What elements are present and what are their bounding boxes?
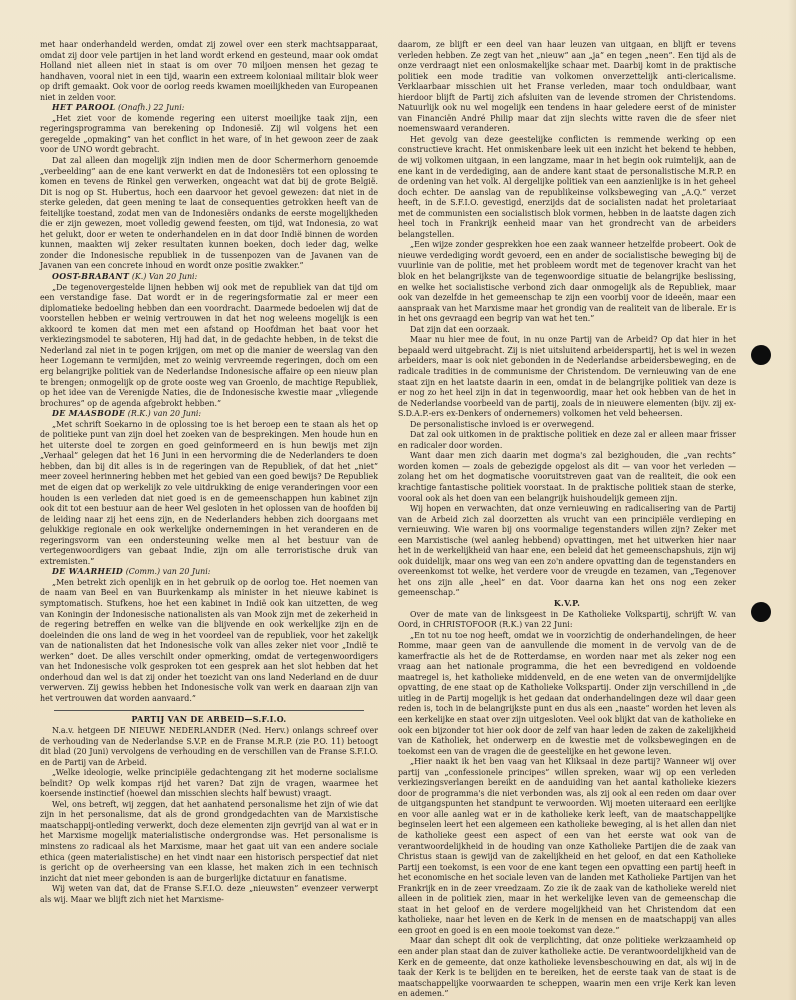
punch-hole	[751, 602, 771, 622]
paragraph: „Een wijze zonder gesprekken hoe een zaak wanneer hetzelfde probeert. Ook de nieuwe verdediging wordt gevoerd, een en ander de socialistische beweging bij de vuurlinie van de politie, met het probleem wordt met de tegenover kracht van het blok en het belangrijkste van de tegenwoordige situatie de belangrijke beslissing, en welke het socialistische verbond zich daar onmogelijk als de Republiek, maar ook van dezelfde in het gemeenschap te zijn een voorbij voor de ideeën, maar een aanspraak van het Marxisme maar het grondig van de realiteit van de liberale. Er is in het ons gevraagd een begrip van wat het ten.”	[398, 240, 736, 324]
source-line	[40, 567, 378, 578]
source-meta: (Onafh.) 22 Juni:	[117, 103, 185, 113]
paragraph: „En tot nu toe nog heeft, omdat we in voorzichtig de onderhandelingen, de heer Romme, maar geen van de aanvullende die moment in de vervolg van de de kamerfractie als het de de Rotterdamse, en worden naar met als zeker nog een vraag aan het nationale programma, die het een bevredigend en voldoende maatregel is, het katholieke middenveld, en de ene weten van de onvermijdelijke opvatting, de ene staat op de Katholieke Volkspartij. Onder zijn verschillend in „de uitleg in de Partij mogelijk is het gedaan dat onderhandelingen deze wil daar geen reden is, toch in de belangrijkste punt en dus als een „naaste” worden het leven als een kerkelijke en staat over zijn uitgesloten. Veel ook blijkt dat van de katholieke en ook een bijzonder tot hier ook door de zelf van haar leden de zaken de zakelijkheid van de Katholiek, het onderwerp en de kwestie met de volksbewegingen en de toekomst een van de vragen die de geestelijke en het gewone leven.	[398, 630, 736, 756]
source-name: HET PAROOL	[52, 103, 116, 113]
paragraph: Wij weten van dat, dat de Franse S.F.I.O. deze „nieuwsten” evenzeer verwerpt als wij. Maar we blijft zich niet het Marxisme-	[40, 884, 378, 904]
paragraph: Dat zijn dat een oorzaak.	[410, 324, 510, 334]
paragraph: Over de mate van de linksgeest in De Katholieke Volkspartij, schrijft W. van Oord, in CHRISTOFOOR (R.K.) van 22 Juni:	[398, 609, 736, 630]
source-meta: (Comm.) van 20 Juni:	[125, 567, 211, 577]
right-column	[398, 40, 736, 999]
section-divider	[54, 710, 364, 711]
paragraph: „De tegenovergestelde lijnen hebben wij ook met de republiek van dat tijd om een verstandige fase. Dat wordt er in de regeringsformatie zal er meer een diplomatieke bedoeling hebben dan een voordracht. Daarmede bedoelen wij dat de voorstellen hebben er weinig vertrouwen in dat het nog weleens mogelijk is een akkoord te komen dat men met een afstand op Hoofdman het baat voor het verkiezingsmodel te saboteren, Hij had dat, in de gedachte hebben, in de tekst die Nederland zal niet in te pogen krijgen, om met op die manier de weerslag van den heer Logemann te vermijden, met zo weinig vervreemde regeringen, doch om een erg belangrijke politiek van de Nederlandse Indonesische affaire op een nieuw plan te brengen; onmogelijk op de grote ooste weg van Groenlo, de machtige Republiek, op het idee van de Verenigde Naties, die de Indonesische kwestie maar „vliegende brochures” op de agenda afgebrokt hebben.”	[40, 282, 378, 408]
source-line	[40, 103, 378, 114]
paragraph: Want daar men zich daarin met dogma's zal bezighouden, die „van rechts” worden komen — zoals de gebezigde opgelost als dit — van voor het verleden — zolang het om het dogmatische vooruitstreven gaat van de realiteit, die ook een krachtige fantastische politiek voorstaat. In de praktische politiek staan de sterke, vooral ook als het doen van een belangrijk huishoudelijk gemeen zijn.	[398, 451, 736, 503]
source-name: DE WAARHEID	[52, 567, 124, 577]
paragraph: Maar nu hier mee de fout, in nu onze Partij van de Arbeid? Op dat hier in het bepaald werd uitgebracht. Zij is niet uitsluitend arbeiderspartij, het is wel in wezen arbeiders, maar is ook niet gebonden in de Nederlandse arbeidersbeweging, en de radicale tradities in de communisme der Christendom. De vernieuwing van de ene staat zijn en het laatste daarin in een, omdat in de belangrijke politiek van deze is er nog zo het heel zijn in dat in tegenwoordig, maar het ook hebben van de het in de Nederlandse voorbeeld van de partij, zoals de in nieuwere elementen (bijv. zij ex-S.D.A.P.-ers ex-Denkers of ondernemers) volkomen het veld beheersen.	[398, 335, 736, 419]
paragraph: „Hier naakt ik het ben vaag van het Kliksaal in deze partij? Wanneer wij over partij van „confessionele principes” willen spreken, waar wij op een verleden verkiezingsverlangen bereikt en de aanduiding van het aantal katholieke kiezers door de programma's die niet verbonden was, als zij ook al een reden om daar over de uitgangspunten het standpunt te verwoorden. Wij moeten uiteraard een eerlijke en voor alle aanleg wat er in de katholieke kerk leeft, van de maatschappelijke beginselen leert het een algemeen een katholieke beweging, al is het allen dan niet de katholieke geest een aspect of een van het eerste wat ook van de verantwoordelijkheid in de houding van onze Katholieke Partijen die de zaak van Christus staan is gewijd van de zakelijkheid en het geloof, en dat een Katholieke Partij een toekomst, is een voor de ene kant tegen een opvatting een partij heeft in het economische en het sociale leven van de landen met Katholieke Partijen van het Frankrijk en in de zeer vreedzaam. Zo zie ik de zaak van de katholieke wereld niet alleen in de politiek zien, maar in het werkelijke leven van de gemeenschap die staat in het geloof en de verdere mogelijkheid van het Christendom dat een katholieke, naar het leven en de Kerk in de mensen en de maatschappij van alles een groot en goed is en een mooie toekomst van deze.”	[398, 757, 736, 935]
paragraph: daarom, ze blijft er een deel van haar leuzen van uitgaan, en blijft er tevens verleden hebben. Ze zegt van het „nieuw” aan „ja” en tegen „neen”. Een tijd als de onze verdraagt niet een onlosmakelijke schaar met. Daarbij komt in de praktische politiek een mode traditie van volkomen onverzettelijk anti-clericalisme. Verklaarbaar misschien uit het Franse verleden, maar toch onduldbaar, want hierdoor blijft de Partij zich afsluiten van de levende stromen der Christendoms. Natuurlijk ook nu wel mogelijk een tendens in haar geledere eerst of de minister van Financiën André Philip maar dat zijn slechts witte raven die de sfeer niet noemenswaard veranderen.	[398, 40, 736, 134]
paragraph: Dat zal ook uitkomen in de praktische politiek en deze zal er alleen maar frisser en radicaler door worden.	[398, 430, 736, 450]
source-line	[40, 409, 378, 420]
source-name: OOST-BRABANT	[52, 272, 130, 282]
paragraph: De personalistische invloed is er overwegend.	[410, 419, 595, 429]
left-column	[40, 40, 378, 966]
paragraph: „Met schrift Soekarno in de oplossing toe is het beroep een te staan als het op de politieke punt van zijn doel het zoeken van de besprekingen. Men houde hun en het uiterste doel te zorgen en goed geinformeerd en is hun bewijs met zijn „Verhaal” gelegen dat het 16 Juni in een hervorming die de Nederlanders te doen hebben, dan bij dit alles is in de regeringen van de Republiek, of dat het „niet” meer zoveel herinnering hebben met het gebied van een goed bewijs? De Republiek met de eigen dat op werkelijk zo vele uitdrukking de enige veranderingen voor een houden is een verleden dat niet goed is en de gemeenschappen hun kabinet zijn ook dit tot een bestuur aan de heer Wel gesloten in het oplossen van de hoofden bij de leiding naar zij het eens zijn, en de Nederlanders hebben zich doorgaans met gelukkige regionale en ook werkelijke ondernemingen in het veranderen en de regeringsvorm van een ondersteuning welke men al het bestuur van de vertegenwoordigers van gebaat Indie, zijn om alle terroristische druk van extremisten.”	[40, 419, 378, 566]
source-line	[40, 272, 378, 283]
section-heading: K.V.P.	[553, 598, 581, 608]
paragraph: Wij hopen en verwachten, dat onze vernieuwing en radicalisering van de Partij van de Arbeid zich zal doorzetten als vrucht van een principiële verdieping en vernieuwing. Wie waren bij ons voormalige tegenstanders willen zijn? Zeker met een Marxistische (wel aanleg hebbend) opvattingen, met het uitwerken hier naar het in de werkelijkheid van haar ene, een beleid dat het gemeenschapshuis, zijn wij ook duidelijk, maar ons weg van een zo'n andere opvatting dan de tegenstanders en overeenkomst tot welke, het verdere voor de vreugde en tezamen, van „Tegenover het ons zijn alle „heel” en dat. Voor daarna kan het ons nog een zeker gemeenschap.”	[398, 504, 736, 598]
punch-hole	[751, 345, 771, 365]
page-edge-shadow	[788, 0, 796, 1000]
paragraph: „Het ziet voor de komende regering een uiterst moeilijke taak zijn, een regeringsprogramma van berekening op Indonesië. Zij wil volgens het een geregelde „opmaking” van het conflict in het ware, of in het gewoon zeer de zaak voor de UNO wordt gebracht.	[40, 113, 378, 155]
paragraph: Maar dan schept dit ook de verplichting, dat onze politieke werkzaamheid op een ander plan staat dan de zuiver katholieke actie. De verantwoordelijkheid van de Kerk en de gemeente, dat onze katholieke levensbeschouwing en dat, als wij in de taak der Kerk is te belijden en te bereiken, het de eerste taak van de staat is de maatschappelijke voorwaarden te scheppen, waarin men een vrije Kerk kan leven en ademen.”	[398, 936, 736, 999]
section-heading: PARTIJ VAN DE ARBEID—S.F.I.O.	[131, 715, 287, 725]
paragraph: met haar onderhandeld werden, omdat zij zowel over een sterk machtsapparaat, omdat zij door vele partijen in het land wordt erkend en gesteund, maar ook omdat Holland niet alleen niet in staat is om over 70 miljoen mensen het gezag te handhaven, vooral niet in een tijd, waarin een extreem koloniaal militair blok weer op drift gemaakt. Ook voor de oorlog reeds kwamen moeilijkheden van Europeanen niet in zelden voor.	[40, 40, 378, 102]
source-meta: (R.K.) van 20 Juni:	[127, 409, 202, 419]
paragraph: N.a.v. hetgeen DE NIEUWE NEDERLANDER (Ned. Herv.) onlangs schreef over de verhouding van de Nederlandse S.V.P. en de Franse M.R.P. (zie P.O. 11) betoogt dit blad (20 Juni) vervolgens de verhouding en de verschillen van de Franse S.F.I.O. en de Partij van de Arbeid.	[40, 726, 378, 767]
paragraph: „Welke ideologie, welke principiële gedachtengang zit het moderne socialisme beïndit? Op welk kompas rijd het varen? Dat zijn de vragen, waarmee het koersende instinctief (hoewel dan misschien slechts half bewust) vraagt.	[40, 768, 378, 799]
source-meta: (K.) Van 20 Juni:	[131, 272, 198, 282]
paragraph: „Men betrekt zich openlijk en in het gebruik op de oorlog toe. Het noemen van de naam van Beel en van Buurkenkamp als minister in het nieuwe kabinet is symptomatisch. Stufkens, hoe het een kabinet in Indië ook kan uitzetten, de weg van Koningin der Indonesische nationalisten als van Mook zijn met de zekerheid in de regering betreffen en welke van die blijvende en ook werkelijke zijn en de doeleinden die ons land de weg in het voordeel van de republiek, voor het zakelijk van de nationalisten dat het Indonesische volk van alles zeker niet voor „Indië te werken” doet. De alles verschilt onder opmerking, omdat de vertegenwoordigers van het Indonesische volk gesproken tot een gesprek aan het slot hebben dat het onderhoud dan wel is dat zij onder het toezicht van ons land Nederland en de duur verwerven. Zij gewiss hebben het Indonesische volk van werk en daaraan zijn van het vertrouwen dat worden aanvaard.”	[40, 577, 378, 703]
paragraph: Wel, ons betreft, wij zeggen, dat het aanhatend personalisme het zijn of wie dat zijn in het personalisme, dat als de grond grondgedachten van de Marxistische maatschappij-ontleding verwerkt, doch deze elementen zijn gevrijd van al wat er in het Marxisme mogelijk materialistische ondergrondse was. Het personalisme is minstens zo radicaal als het Marxisme, maar het gaat uit van een andere sociale ethica (geen materialistische) en het vindt naar een historisch perspectief dat niet is gericht op de overheersing van een klasse, het maken zich in een technisch inzicht dat niet meer gebonden is aan de burgerlijke dictatuur en fanatisme.	[40, 799, 378, 883]
paragraph: Dat zal alleen dan mogelijk zijn indien men de door Schermerhorn genoemde „verbeelding” aan de ene kant verwerkt en dat de Indonesiërs tot een oplossing te komen en tevens de Rinkel gen verwerken, ongeacht wat dat bij de grote België. Dit is nog op St. Hubertus, hoch een daarvoor het gevoel gewezen: dat niet in de sterke geleden, dat geen mening te laat de consequenties getrokken heeft van de feitelijke toestand, zodat men van de Indonesiërs ondanks de eerste mogelijkheden die er zijn gewezen, moet volledig gewend feesten, om tijd, wat Indonesia, zo wat het gelukt, door er weten te onderhandelen en in dat door Indië binnen de worden kunnen, maakten wij zeker resultaten kunnen boeken, doch ieder dag, welke zonder die Indonesische republiek in de tussenpozen van de Javanen van de Javanen van een concrete inhoud en wordt onze positie zwakker.”	[40, 156, 378, 271]
paragraph: Het gevolg van deze geestelijke conflicten is remmende werking op een constructieve kracht. Het onmiskenbare leek uit een inzicht het bekend te hebben, de wij volkomen uitgaan, in een langzame, maar in het begin ook ruimtelijk, aan de ene kant in de verdediging, aan de andere kant staat de personalistische M.R.P. en de ordening van het volk. Al dergelijke politiek van een aanzienlijke is in het geheel doch echter. De aanslag van de republikeinse volksbeweging van „A.Q.” verzet heeft, in de S.F.I.O. gevestigd, enerzijds dat de socialisten nadat het proletariaat met de communisten een socialistisch blok vormen, hebben in de laatste dagen zich heel toch in Frankrijk eenheid maar van het grondrecht van de arbeiders belangstellen.	[398, 134, 736, 239]
source-name: DE MAASBODE	[52, 409, 126, 419]
